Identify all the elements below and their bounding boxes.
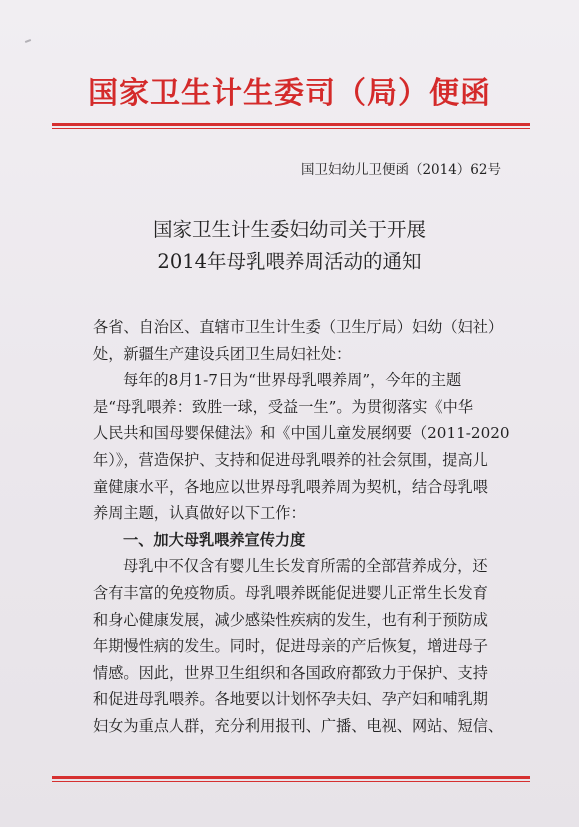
letterhead-title: 国家卫生计生委司（局）便函 bbox=[88, 76, 491, 111]
paragraph-line: 是“母乳喂养：致胜一球，受益一生”。为贯彻落实《中华 bbox=[93, 397, 474, 416]
footer-rule-thin bbox=[52, 781, 530, 782]
document-number: 国卫妇幼儿卫便函（2014）62号 bbox=[300, 162, 501, 178]
paragraph-line: 人民共和国母婴保健法》和《中国儿童发展纲要（2011-2020 bbox=[93, 424, 510, 443]
paragraph-line: 养周主题，认真做好以下工作： bbox=[93, 504, 306, 523]
scan-speck bbox=[25, 39, 31, 43]
document-title bbox=[0, 214, 579, 278]
document-title-line: 国家卫生计生委妇幼司关于开展 bbox=[152, 218, 426, 241]
footer-rule-thick bbox=[52, 776, 530, 779]
letterhead-rule-thick bbox=[52, 123, 530, 126]
paragraph-line: 每年的8月1-7日为“世界母乳喂养周”，今年的主题 bbox=[123, 371, 462, 390]
letterhead-rule-thin bbox=[52, 128, 530, 129]
addressee-line: 各省、自治区、直辖市卫生计生委（卫生厅局）妇幼（妇社） bbox=[93, 318, 504, 336]
paragraph-line: 和促进母乳喂养。各地要以计划怀孕夫妇、孕产妇和哺乳期 bbox=[93, 690, 488, 709]
paragraph-line: 母乳中不仅含有婴儿生长发育所需的全部营养成分，还 bbox=[123, 557, 488, 576]
document-title-line: 2014年母乳喂养周活动的通知 bbox=[157, 250, 422, 273]
paragraph-line: 含有丰富的免疫物质。母乳喂养既能促进婴儿正常生长发育 bbox=[93, 583, 488, 602]
paragraph-line: 和身心健康发展，减少感染性疾病的发生，也有利于预防成 bbox=[93, 610, 488, 629]
document-body bbox=[93, 314, 508, 740]
section-heading: 一、加大母乳喂养宣传力度 bbox=[123, 530, 306, 549]
addressee-line: 处，新疆生产建设兵团卫生局妇社处： bbox=[93, 344, 352, 363]
paragraph-line: 年期慢性病的发生。同时，促进母亲的产后恢复，增进母子 bbox=[93, 637, 488, 656]
paragraph-line: 年）》，营造保护、支持和促进母乳喂养的社会氛围，提高儿 bbox=[93, 450, 488, 469]
paragraph-line: 妇女为重点人群，充分利用报刊、广播、电视、网站、短信、 bbox=[93, 716, 504, 735]
paragraph-line: 童健康水平，各地应以世界母乳喂养周为契机，结合母乳喂 bbox=[93, 477, 488, 496]
paragraph-line: 情感。因此，世界卫生组织和各国政府都致力于保护、支持 bbox=[93, 663, 488, 682]
